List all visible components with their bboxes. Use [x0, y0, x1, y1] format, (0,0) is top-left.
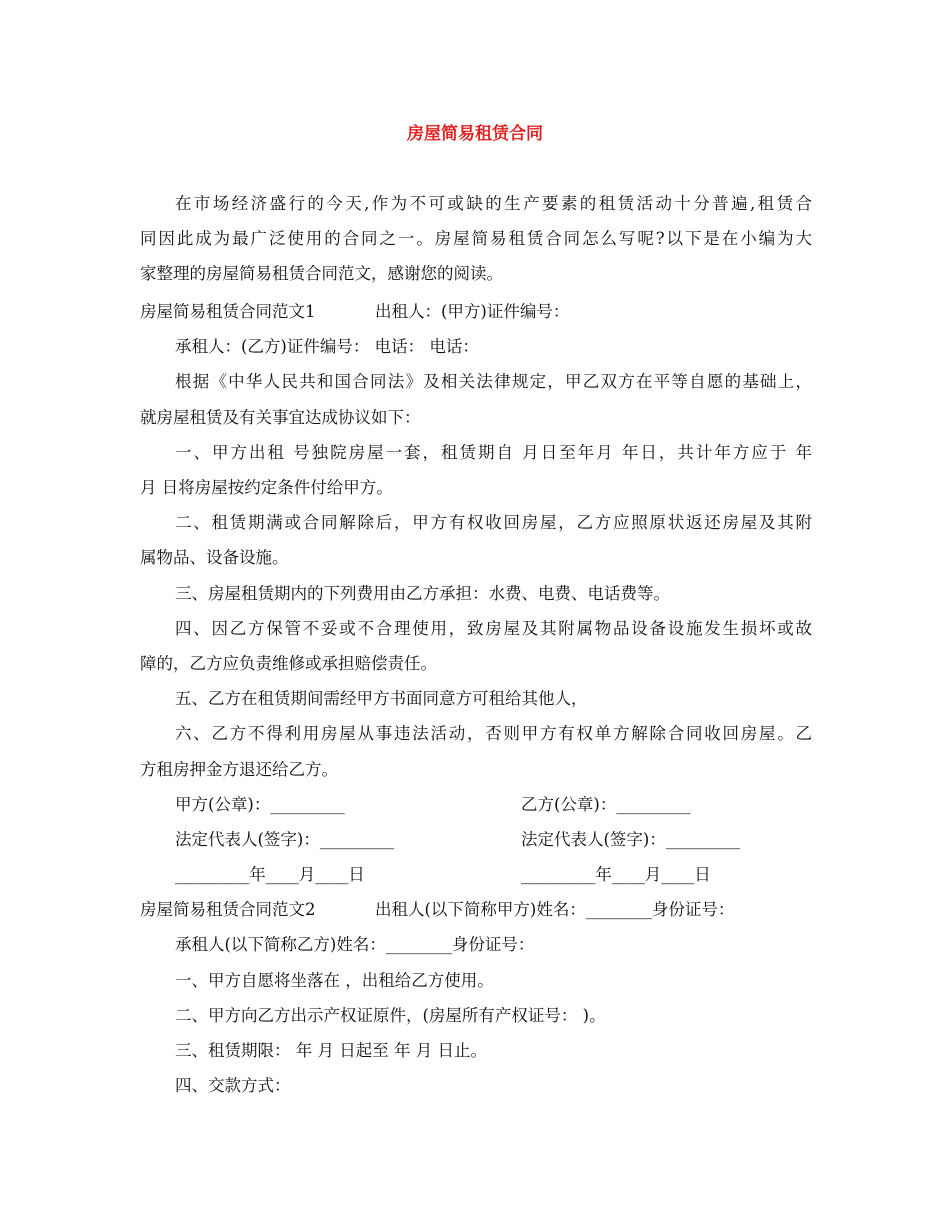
clause-line: 方租房押金方退还给乙方。: [140, 759, 338, 779]
sample2-lessee: 承租人(以下简称乙方)姓名：________身份证号：: [175, 935, 535, 955]
clause-line: 障的，乙方应负责维修或承担赔偿责任。: [140, 653, 437, 673]
clause-line: 一、甲方出租 号独院房屋一套，租赁期自 月日至年月 年日，共计年方应于 年: [175, 442, 812, 462]
party-b-date: _________年____月____日: [521, 865, 711, 885]
sample1-heading-row: [140, 294, 812, 329]
clause-line: 属物品、设备设施。: [140, 548, 289, 568]
intro-line: 同因此成为最广泛使用的合同之一。房屋简易租赁合同怎么写呢?以下是在小编为大: [140, 229, 812, 249]
clause-line: 四、因乙方保管不妥或不合理使用，致房屋及其附属物品设备设施发生损坏或故: [175, 618, 812, 638]
clause-line: 六、乙方不得利用房屋从事违法活动，否则甲方有权单方解除合同收回房屋。乙: [175, 724, 812, 744]
document-body: [140, 186, 812, 1103]
sample2-heading-row: [140, 892, 812, 927]
clause-line: 三、租赁期限： 年 月 日起至 年 月 日止。: [175, 1041, 487, 1060]
sample1-lessee: 承租人：(乙方)证件编号： 电话： 电话：: [175, 337, 479, 357]
clause-line: 三、房屋租赁期内的下列费用由乙方承担：水费、电费、电话费等。: [175, 583, 670, 603]
sample2-heading: 房屋简易租赁合同范文2: [140, 900, 316, 920]
party-a-seal: 甲方(公章)：_________: [175, 794, 345, 814]
party-a-rep: 法定代表人(签字)：_________: [175, 829, 395, 849]
party-a-date: _________年____月____日: [175, 865, 365, 885]
sample1-lessor: 出租人：(甲方)证件编号：: [375, 302, 570, 322]
sample1-basis: 根据《中华人民共和国合同法》及相关法律规定，甲乙双方在平等自愿的基础上，: [175, 372, 812, 392]
clause-line: 月 日将房屋按约定条件付给甲方。: [140, 478, 393, 497]
intro-line: 家整理的房屋简易租赁合同范文，感谢您的阅读。: [140, 264, 503, 284]
signature-row: [140, 787, 812, 822]
sample1-heading: 房屋简易租赁合同范文1: [140, 302, 316, 322]
clause-line: 四、交款方式：: [175, 1076, 291, 1096]
document-title: 房屋简易租赁合同: [407, 124, 543, 144]
intro-line: 在市场经济盛行的今天,作为不可或缺的生产要素的租赁活动十分普遍,租赁合: [175, 194, 812, 213]
sample2-lessor: 出租人(以下简称甲方)姓名：________身份证号：: [375, 900, 735, 920]
party-b-seal: 乙方(公章)：_________: [521, 794, 691, 814]
party-b-rep: 法定代表人(签字)：_________: [521, 829, 741, 849]
clause-line: 五、乙方在租赁期间需经甲方书面同意方可租给其他人，: [175, 689, 588, 709]
clause-line: 二、租赁期满或合同解除后，甲方有权收回房屋，乙方应照原状返还房屋及其附: [175, 513, 812, 533]
signature-row: [140, 822, 812, 857]
clause-line: 二、甲方向乙方出示产权证原件，(房屋所有产权证号： )。: [175, 1005, 606, 1025]
clause-line: 一、甲方自愿将坐落在 ，出租给乙方使用。: [175, 970, 494, 990]
signature-row: [140, 857, 812, 892]
sample1-basis: 就房屋租赁及有关事宜达成协议如下：: [140, 407, 421, 427]
